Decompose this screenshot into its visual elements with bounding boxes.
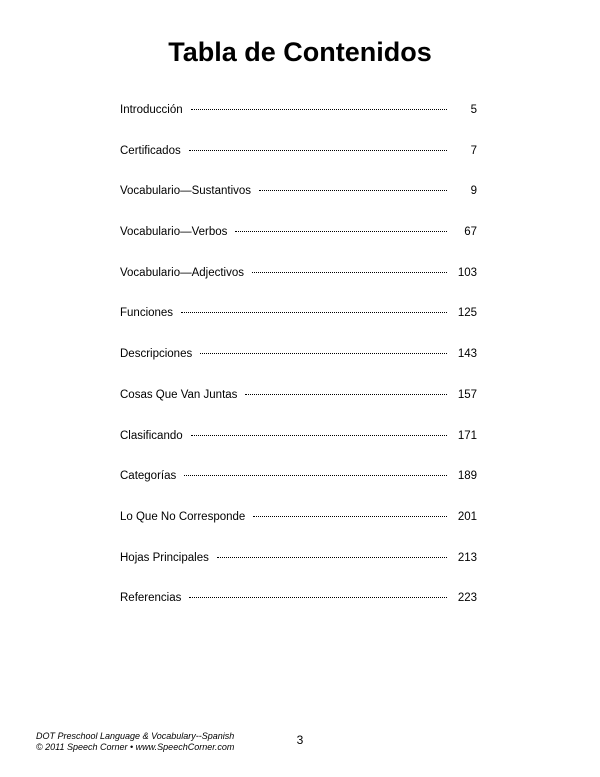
- footer-page-number: 3: [296, 733, 304, 747]
- toc-entry-page: 171: [457, 429, 477, 442]
- toc-entry-page: 67: [464, 226, 477, 239]
- toc-entry-label: Cosas Que Van Juntas: [120, 388, 238, 401]
- toc-entry-page: 125: [457, 307, 477, 320]
- toc-entry-page: 189: [457, 470, 477, 483]
- toc-entry-label: Vocabulario—Verbos: [120, 226, 228, 239]
- toc-entry-label: Descripciones: [120, 348, 193, 361]
- toc-entry-page: 157: [457, 388, 477, 401]
- toc-entry-label: Hojas Principales: [120, 551, 209, 564]
- toc-entry-introduccion: [120, 104, 477, 145]
- page-title: Tabla de Contenidos: [168, 37, 432, 67]
- toc-entry-page: 103: [457, 266, 477, 279]
- footer-book-title: DOT Preschool Language & Vocabulary--Spanish: [36, 731, 235, 741]
- toc-entry-page: 5: [470, 104, 477, 116]
- dot-leader: [191, 109, 447, 110]
- toc-entry-label: Introducción: [120, 104, 183, 116]
- toc-entry-page: 201: [457, 510, 477, 523]
- toc-entry-funciones: [120, 307, 477, 348]
- dot-leader: [252, 272, 447, 273]
- toc-entry-cosas-que-van-juntas: [120, 389, 477, 430]
- toc-entry-label: Lo Que No Corresponde: [120, 510, 246, 523]
- toc-entry-sustantivos: [120, 185, 477, 226]
- toc-entry-referencias: [120, 592, 477, 633]
- toc-entry-clasificando: [120, 430, 477, 471]
- dot-leader: [253, 516, 447, 517]
- toc-entry-label: Categorías: [120, 470, 177, 483]
- dot-leader: [181, 312, 447, 313]
- toc-entry-descripciones: [120, 348, 477, 389]
- toc-entry-certificados: [120, 145, 477, 186]
- toc-entry-lo-que-no-corresponde: [120, 511, 477, 552]
- dot-leader: [189, 597, 447, 598]
- toc-entry-page: 223: [457, 592, 477, 605]
- dot-leader: [184, 475, 447, 476]
- toc-entry-hojas-principales: [120, 552, 477, 593]
- toc-entry-label: Referencias: [120, 592, 182, 605]
- dot-leader: [189, 150, 447, 151]
- toc-entry-page: 213: [457, 551, 477, 564]
- dot-leader: [245, 394, 447, 395]
- toc-entry-label: Clasificando: [120, 429, 183, 442]
- toc-entry-page: 9: [470, 185, 477, 198]
- toc-entry-label: Certificados: [120, 144, 181, 157]
- toc-entry-label: Funciones: [120, 307, 174, 320]
- dot-leader: [200, 353, 447, 354]
- toc-entry-verbos: [120, 226, 477, 267]
- toc-entry-categorias: [120, 470, 477, 511]
- footer-copyright: © 2011 Speech Corner • www.SpeechCorner.com: [36, 742, 235, 752]
- table-of-contents: [120, 104, 477, 633]
- dot-leader: [191, 435, 447, 436]
- toc-entry-label: Vocabulario—Adjectivos: [120, 266, 245, 279]
- dot-leader: [235, 231, 447, 232]
- toc-entry-page: 7: [470, 144, 477, 157]
- dot-leader: [259, 190, 447, 191]
- dot-leader: [217, 557, 447, 558]
- toc-entry-adjectivos: [120, 267, 477, 308]
- toc-entry-label: Vocabulario—Sustantivos: [120, 185, 252, 198]
- toc-entry-page: 143: [457, 348, 477, 361]
